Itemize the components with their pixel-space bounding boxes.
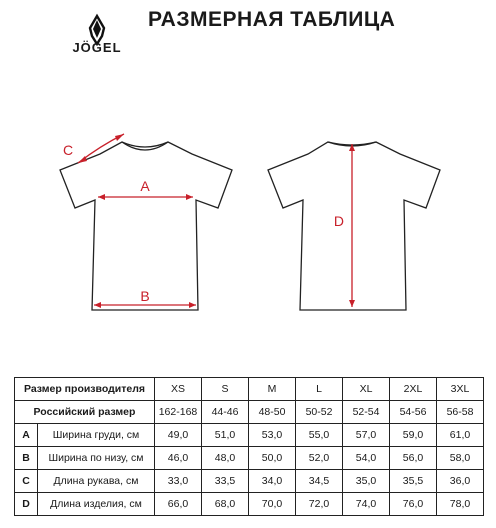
table-cell: 49,0 bbox=[155, 424, 202, 447]
table-cell: 55,0 bbox=[296, 424, 343, 447]
table-cell: 36,0 bbox=[437, 470, 484, 493]
size-s: S bbox=[202, 378, 249, 401]
size-table bbox=[14, 377, 484, 516]
russian-size-cell: 52-54 bbox=[343, 401, 390, 424]
table-row bbox=[15, 447, 484, 470]
table-cell: 35,5 bbox=[390, 470, 437, 493]
brand-name: JÖGEL bbox=[72, 40, 122, 55]
russian-size-cell: 48-50 bbox=[249, 401, 296, 424]
row-letter: B bbox=[15, 447, 38, 470]
russian-size-header: Российский размер bbox=[15, 401, 155, 424]
table-row-manufacturer bbox=[15, 378, 484, 401]
size-m: M bbox=[249, 378, 296, 401]
table-cell: 54,0 bbox=[343, 447, 390, 470]
size-xl: XL bbox=[343, 378, 390, 401]
row-measure-name: Ширина груди, см bbox=[38, 424, 155, 447]
size-l: L bbox=[296, 378, 343, 401]
page-title: РАЗМЕРНАЯ ТАБЛИЦА bbox=[148, 8, 396, 31]
table-cell: 78,0 bbox=[437, 493, 484, 516]
table-cell: 46,0 bbox=[155, 447, 202, 470]
table-cell: 70,0 bbox=[249, 493, 296, 516]
label-d: D bbox=[333, 213, 344, 229]
manufacturer-size-header: Размер производителя bbox=[15, 378, 155, 401]
table-cell: 61,0 bbox=[437, 424, 484, 447]
russian-size-cell: 54-56 bbox=[390, 401, 437, 424]
tshirt-diagram bbox=[0, 100, 496, 340]
row-measure-name: Ширина по низу, см bbox=[38, 447, 155, 470]
row-letter: C bbox=[15, 470, 38, 493]
table-cell: 66,0 bbox=[155, 493, 202, 516]
label-b: B bbox=[140, 288, 150, 304]
row-letter: A bbox=[15, 424, 38, 447]
table-cell: 53,0 bbox=[249, 424, 296, 447]
table-cell: 72,0 bbox=[296, 493, 343, 516]
table-cell: 68,0 bbox=[202, 493, 249, 516]
table-row bbox=[15, 493, 484, 516]
table-cell: 57,0 bbox=[343, 424, 390, 447]
table-row bbox=[15, 424, 484, 447]
russian-size-cell: 162-168 bbox=[155, 401, 202, 424]
row-measure-name: Длина рукава, см bbox=[38, 470, 155, 493]
table-cell: 52,0 bbox=[296, 447, 343, 470]
table-cell: 33,0 bbox=[155, 470, 202, 493]
tshirt-back bbox=[268, 142, 440, 310]
table-row bbox=[15, 470, 484, 493]
table-cell: 76,0 bbox=[390, 493, 437, 516]
table-cell: 56,0 bbox=[390, 447, 437, 470]
size-3xl: 3XL bbox=[437, 378, 484, 401]
table-cell: 33,5 bbox=[202, 470, 249, 493]
russian-size-cell: 44-46 bbox=[202, 401, 249, 424]
table-cell: 34,5 bbox=[296, 470, 343, 493]
russian-size-cell: 50-52 bbox=[296, 401, 343, 424]
table-cell: 34,0 bbox=[249, 470, 296, 493]
row-letter: D bbox=[15, 493, 38, 516]
table-cell: 35,0 bbox=[343, 470, 390, 493]
label-c: C bbox=[62, 142, 74, 158]
table-cell: 58,0 bbox=[437, 447, 484, 470]
table-cell: 59,0 bbox=[390, 424, 437, 447]
tshirt-front bbox=[60, 142, 232, 310]
row-measure-name: Длина изделия, см bbox=[38, 493, 155, 516]
russian-size-cell: 56-58 bbox=[437, 401, 484, 424]
size-2xl: 2XL bbox=[390, 378, 437, 401]
table-row-russian bbox=[15, 401, 484, 424]
table-cell: 50,0 bbox=[249, 447, 296, 470]
table-cell: 51,0 bbox=[202, 424, 249, 447]
table-cell: 48,0 bbox=[202, 447, 249, 470]
table-cell: 74,0 bbox=[343, 493, 390, 516]
size-xs: XS bbox=[155, 378, 202, 401]
label-a: A bbox=[140, 178, 150, 194]
